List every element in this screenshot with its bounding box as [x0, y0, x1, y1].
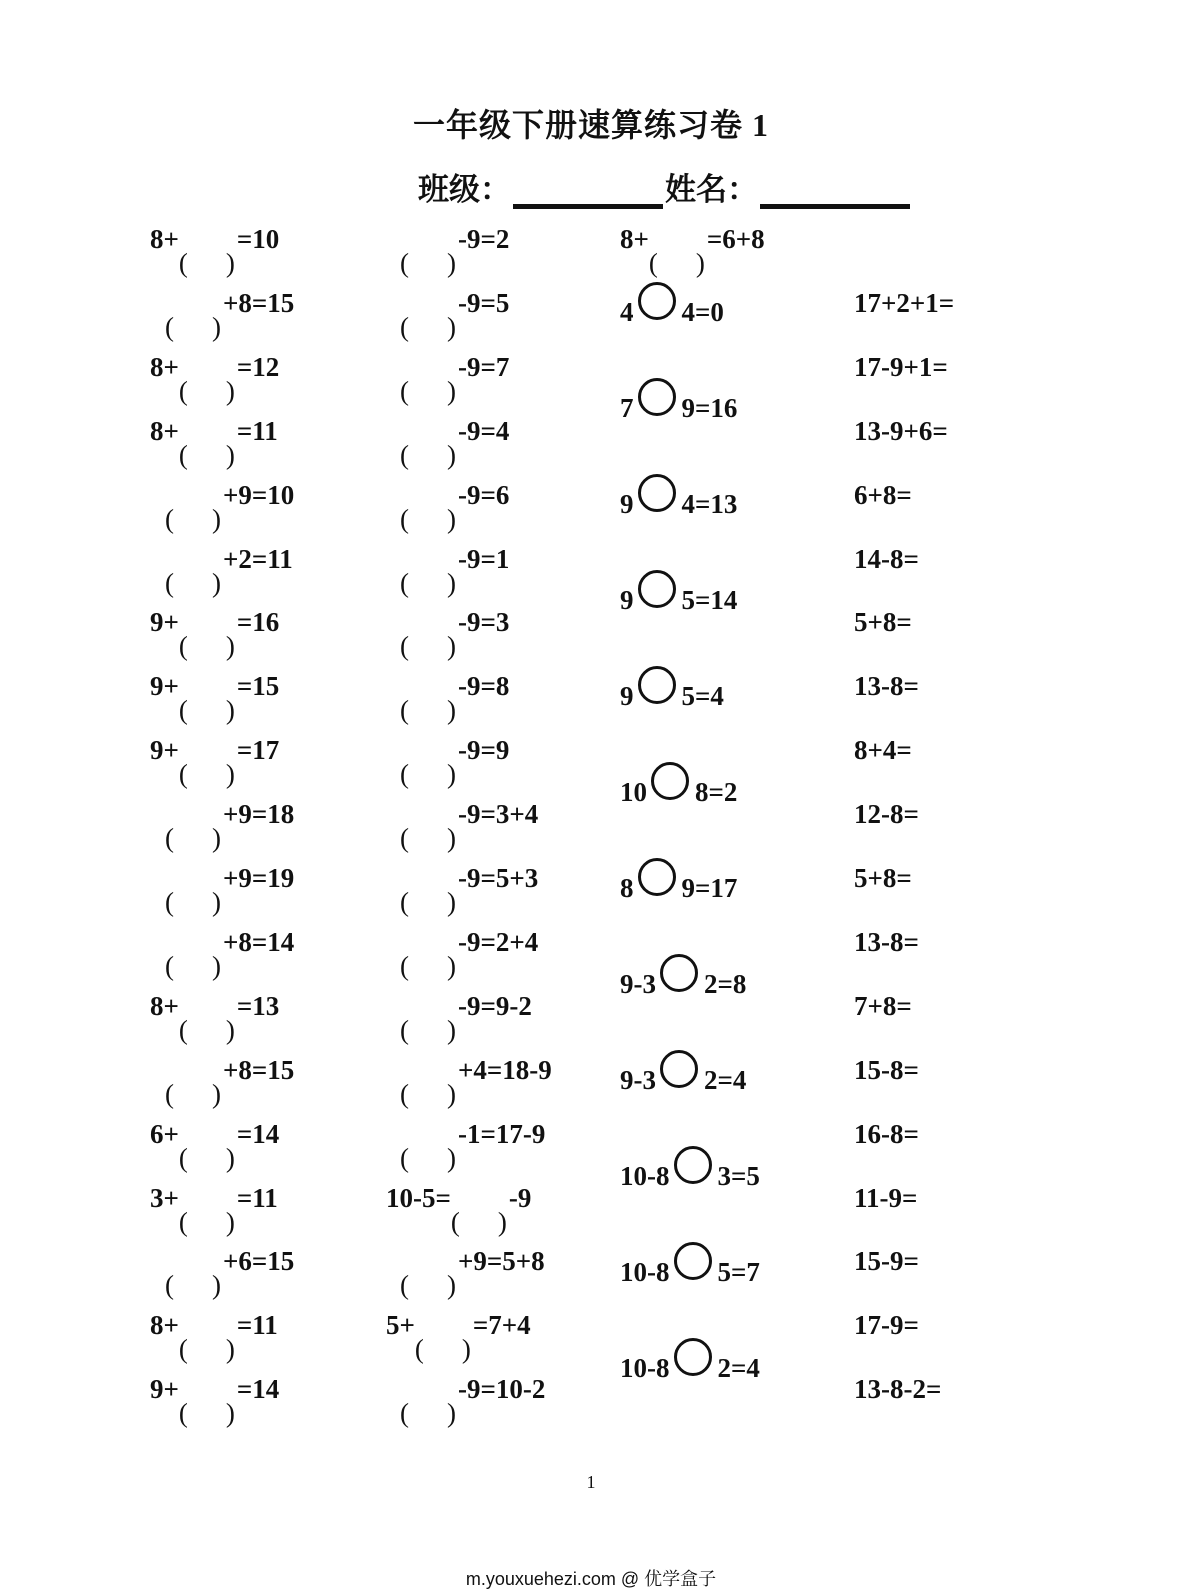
operator-circle-blank[interactable] [660, 954, 698, 992]
operand-left: 10 [620, 777, 647, 807]
problem-col4: 14-8= [854, 543, 919, 574]
footer-watermark: m.youxuehezi.com @ 优学盒子 [465, 1569, 717, 1589]
operand-left: 9 [620, 489, 634, 519]
expr-end: =13 [236, 990, 280, 1021]
problem-col2 [386, 1183, 531, 1214]
expr-start: 9+ [150, 735, 179, 766]
operand-right: 2=4 [704, 1065, 747, 1095]
expr-start: 8+ [620, 224, 649, 254]
operand-right: 2=4 [717, 1353, 760, 1383]
expr-end: =11 [236, 1310, 278, 1341]
expr-start: 9+ [150, 671, 179, 702]
problem-col4: 11-9= [854, 1182, 918, 1213]
expr-end: -9=7 [458, 351, 510, 382]
operand-right: 4=13 [681, 489, 738, 519]
operator-circle-blank[interactable] [638, 282, 676, 320]
expr-end: -9=10-2 [458, 1374, 546, 1405]
expr-end: -1=17-9 [458, 1118, 546, 1149]
operator-circle-blank[interactable] [674, 1146, 712, 1184]
operator-circle-blank[interactable] [674, 1242, 712, 1280]
problem-col3 [620, 224, 765, 255]
expr-end: -9 [508, 1182, 532, 1213]
circle-problem [620, 1338, 760, 1384]
problem-col1 [150, 224, 279, 255]
student-info [418, 164, 912, 209]
expr-end: =6+8 [706, 224, 765, 254]
expr-end: +2=11 [223, 543, 293, 574]
expr-end: =15 [236, 671, 280, 702]
expr-end: +9=5+8 [458, 1246, 545, 1277]
expr-end: +9=18 [223, 799, 295, 830]
expr-end: -9=1 [458, 543, 510, 574]
problem-col4: 6+8= [854, 479, 912, 510]
problem-col2 [400, 544, 509, 575]
problem-col1 [150, 1183, 278, 1214]
problem-col1 [150, 1310, 278, 1341]
operand-left: 7 [620, 393, 634, 423]
problem-col1 [150, 416, 278, 447]
class-label: 班级： [418, 172, 511, 207]
expr-end: -9=3+4 [458, 799, 539, 830]
expr-end: =11 [236, 415, 278, 446]
expr-end: -9=2 [458, 224, 510, 254]
problem-col4: 17-9= [854, 1310, 919, 1341]
problem-col1 [150, 991, 279, 1022]
problem-col2 [400, 1374, 545, 1405]
expr-end: =14 [236, 1374, 280, 1405]
circle-problem [620, 666, 724, 712]
expr-end: +9=19 [223, 863, 295, 893]
operand-right: 9=17 [681, 873, 738, 903]
operator-circle-blank[interactable] [660, 1050, 698, 1088]
operand-right: 4=0 [681, 297, 724, 327]
problem-col1 [150, 1119, 279, 1150]
problem-col1 [165, 1246, 294, 1277]
expr-end: +9=10 [223, 479, 295, 510]
problem-col4: 7+8= [854, 990, 912, 1021]
expr-end: =10 [236, 224, 280, 254]
expr-end: =11 [236, 1182, 278, 1213]
expr-end: =16 [236, 607, 280, 638]
expr-end: =14 [236, 1118, 280, 1149]
operator-circle-blank[interactable] [638, 858, 676, 896]
name-label: 姓名： [665, 172, 758, 207]
problem-col4: 5+8= [854, 863, 912, 893]
operand-right: 3=5 [717, 1161, 760, 1191]
expr-start: 9+ [150, 607, 179, 638]
expr-end: -9=6 [458, 479, 510, 510]
circle-problem [620, 378, 737, 424]
problem-col4: 17+2+1= [854, 287, 955, 318]
problem-col1 [165, 799, 294, 830]
problem-col2 [400, 671, 509, 702]
expr-end: -9=5 [458, 287, 510, 318]
problem-col1 [150, 735, 279, 766]
page-number: 1 [586, 1472, 596, 1492]
expr-end: =7+4 [472, 1310, 531, 1341]
expr-end: +8=14 [223, 926, 295, 957]
circle-problem [620, 474, 737, 520]
problem-col4: 13-8= [854, 671, 919, 702]
problem-col1 [165, 1055, 294, 1086]
expr-end: =17 [236, 735, 280, 766]
expr-start: 3+ [150, 1182, 179, 1213]
operand-left: 8 [620, 873, 634, 903]
operand-left: 10-8 [620, 1257, 670, 1287]
operand-left: 10-8 [620, 1353, 670, 1383]
expr-end: +6=15 [223, 1246, 295, 1277]
circle-problem [620, 1242, 760, 1288]
expr-start: 10-5= [386, 1182, 451, 1213]
expr-end: -9=9 [458, 735, 510, 766]
problem-col1 [150, 607, 279, 638]
operator-circle-blank[interactable] [638, 474, 676, 512]
problem-col2 [400, 991, 532, 1022]
problem-col4: 5+8= [854, 607, 912, 638]
operator-circle-blank[interactable] [674, 1338, 712, 1376]
expr-start: 8+ [150, 415, 179, 446]
problem-col4: 15-9= [854, 1246, 919, 1277]
operand-left: 9-3 [620, 1065, 656, 1095]
operand-right: 2=8 [704, 969, 747, 999]
problem-col2 [400, 416, 509, 447]
circle-problem [620, 762, 737, 808]
problem-col2 [400, 1246, 545, 1277]
expr-end: +4=18-9 [458, 1054, 552, 1085]
expr-end: -9=2+4 [458, 926, 539, 957]
expr-start: 8+ [150, 990, 179, 1021]
worksheet-title: 一年级下册速算练习卷 1 [412, 107, 769, 143]
problem-col2 [400, 607, 509, 638]
problem-col1 [150, 1374, 279, 1405]
problem-col2 [386, 1310, 531, 1341]
operand-right: 8=2 [695, 777, 738, 807]
problem-col2 [400, 224, 509, 255]
problem-col2 [400, 1055, 552, 1086]
problem-col1 [165, 863, 294, 894]
problem-col1 [165, 927, 294, 958]
problem-col2 [400, 927, 538, 958]
expr-start: 6+ [150, 1118, 179, 1149]
name-blank[interactable] [760, 176, 910, 209]
operator-circle-blank[interactable] [638, 378, 676, 416]
operand-left: 4 [620, 297, 634, 327]
expr-start: 8+ [150, 224, 179, 254]
operand-right: 5=4 [681, 681, 724, 711]
expr-end: -9=9-2 [458, 990, 532, 1021]
circle-problem [620, 954, 746, 1000]
circle-problem [620, 1050, 746, 1096]
problem-col4: 8+4= [854, 735, 912, 766]
operand-right: 5=14 [681, 585, 738, 615]
operand-right: 9=16 [681, 393, 738, 423]
expr-end: -9=4 [458, 415, 510, 446]
problem-col1 [165, 480, 294, 511]
problem-col1 [165, 288, 294, 319]
problem-col4: 17-9+1= [854, 351, 948, 382]
expr-start: 9+ [150, 1374, 179, 1405]
problem-col1 [150, 352, 279, 383]
expr-end: +8=15 [223, 1054, 295, 1085]
expr-end: -9=3 [458, 607, 510, 638]
problem-col2 [400, 288, 509, 319]
expr-start: 8+ [150, 351, 179, 382]
operator-circle-blank[interactable] [651, 762, 689, 800]
problem-col1 [165, 544, 293, 575]
circle-problem [620, 1146, 760, 1192]
operand-left: 9 [620, 585, 634, 615]
expr-end: +8=15 [223, 287, 295, 318]
expr-end: -9=8 [458, 671, 510, 702]
expr-start: 5+ [386, 1310, 415, 1341]
operator-circle-blank[interactable] [638, 666, 676, 704]
problem-col2 [400, 1119, 545, 1150]
operand-left: 9 [620, 681, 634, 711]
problem-col2 [400, 799, 538, 830]
problem-col2 [400, 735, 509, 766]
problem-col4: 15-8= [854, 1054, 919, 1085]
circle-problem [620, 570, 737, 616]
problem-col4: 13-9+6= [854, 415, 948, 446]
operator-circle-blank[interactable] [638, 570, 676, 608]
operand-right: 5=7 [717, 1257, 760, 1287]
operand-left: 9-3 [620, 969, 656, 999]
problem-col4: 13-8= [854, 926, 919, 957]
problem-col4: 16-8= [854, 1118, 919, 1149]
expr-start: 8+ [150, 1310, 179, 1341]
operand-left: 10-8 [620, 1161, 670, 1191]
class-blank[interactable] [513, 176, 663, 209]
expr-end: =12 [236, 351, 280, 382]
circle-problem [620, 282, 724, 328]
problem-col4: 12-8= [854, 799, 919, 830]
problem-col4: 13-8-2= [854, 1374, 942, 1405]
problem-col1 [150, 671, 279, 702]
problem-col2 [400, 480, 509, 511]
problem-col2 [400, 863, 538, 894]
expr-end: -9=5+3 [458, 863, 539, 893]
problem-col2 [400, 352, 509, 383]
circle-problem [620, 858, 737, 904]
